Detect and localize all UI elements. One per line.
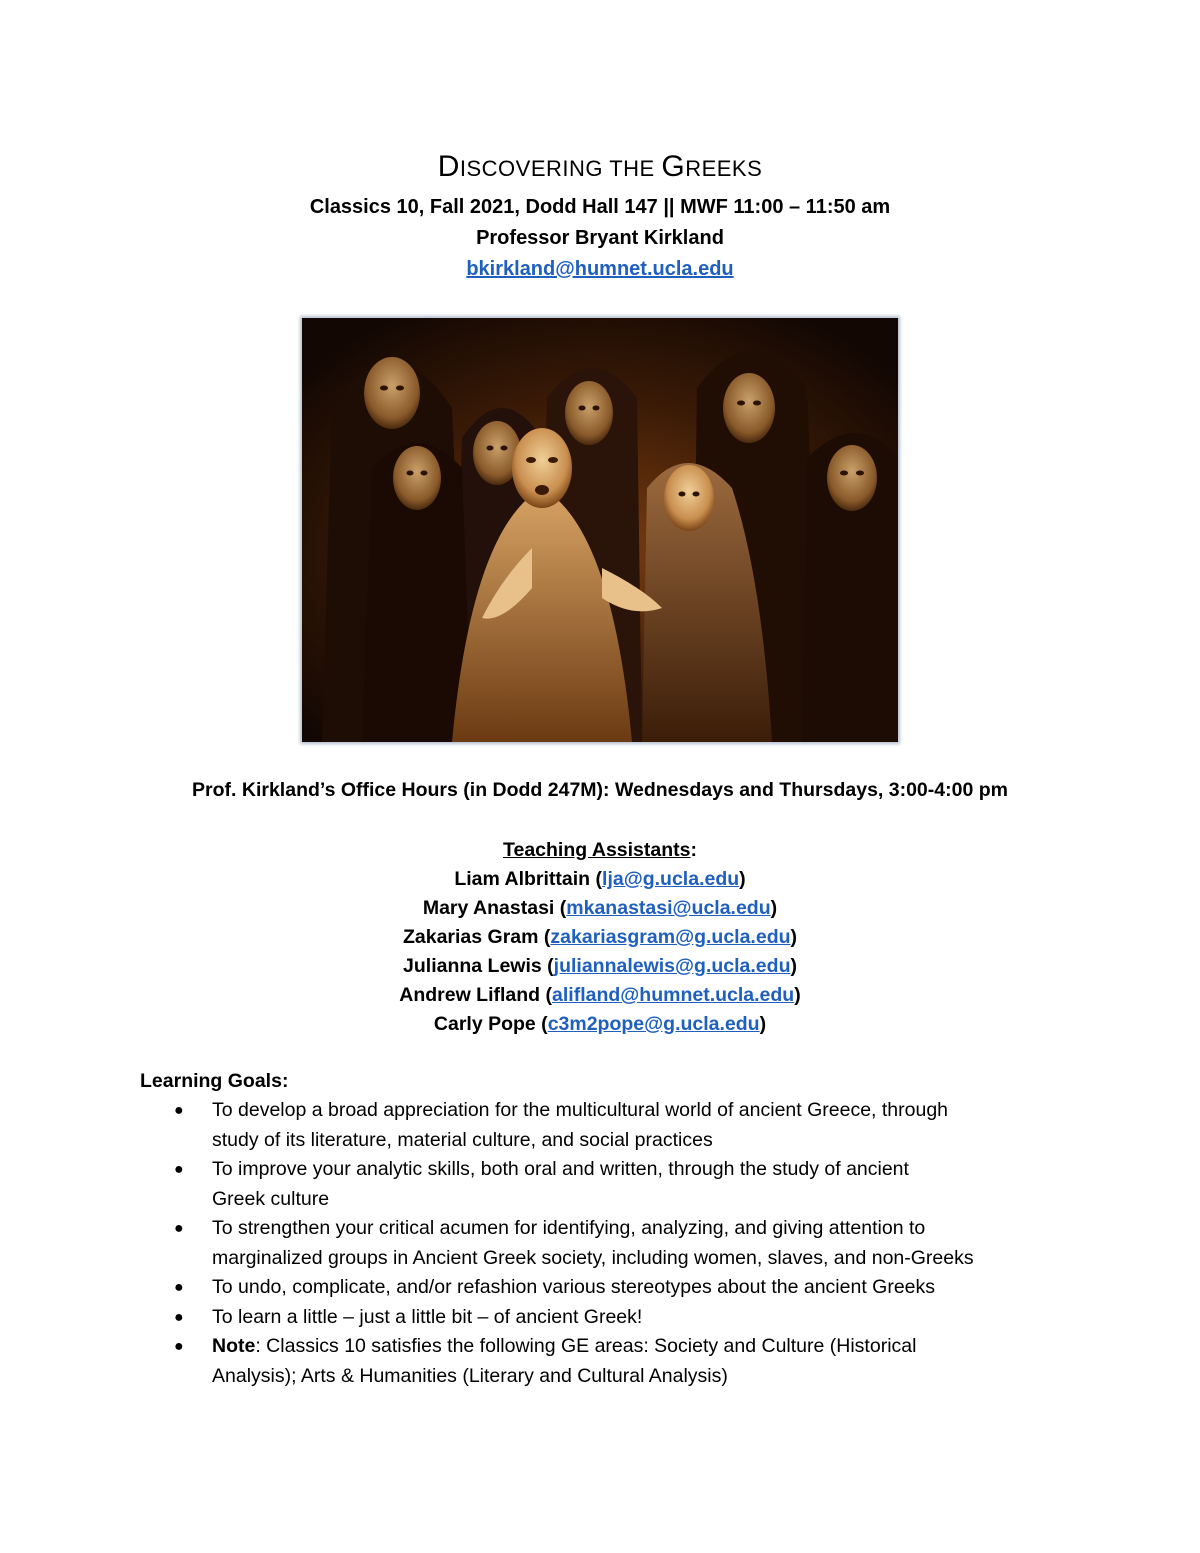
ta-row: Mary Anastasi (mkanastasi@ucla.edu) [422,897,778,919]
page-title: DISCOVERING THE GREEKS [437,150,763,183]
bullet-icon: ● [174,1220,184,1237]
bullet-icon: ● [174,1279,184,1296]
learning-goals-list [140,1096,1080,1391]
ta-row: Zakarias Gram (zakariasgram@g.ucla.edu) [402,926,798,948]
professor-email-link[interactable]: bkirkland@humnet.ucla.edu [466,258,734,280]
professor-name: Professor Bryant Kirkland [476,227,724,249]
ta-row: Julianna Lewis (juliannalewis@g.ucla.edu) [403,955,797,977]
bullet-icon: ● [174,1161,184,1178]
professor-email-line [0,258,1200,281]
list-item: ● To undo, complicate, and/or refashion various stereotypes about the ancient Greeks [140,1273,1080,1303]
ta-email-link[interactable]: lja@g.ucla.edu [602,868,740,890]
ta-row: Carly Pope (c3m2pope@g.ucla.edu) [433,1013,767,1035]
learning-goals [140,1067,1080,1391]
list-item: ● To learn a little – just a little bit – of ancient Greek! [140,1303,1080,1333]
ta-heading-line: Teaching Assistants: [503,839,697,861]
ta-email-link[interactable]: juliannalewis@g.ucla.edu [553,955,791,977]
ta-row: Andrew Lifland (alifland@humnet.ucla.edu) [399,984,801,1006]
ta-heading: Teaching Assistants [503,839,691,861]
list-item: ● Note: Classics 10 satisfies the following GE areas: Society and Culture (Historical Analysis); Arts & Humanities (Literary and Cultural Analysis) [140,1332,1080,1391]
list-item: ● To strengthen your critical acumen for identifying, analyzing, and giving attention to marginalized groups in Ancient Greek society, including women, slaves, and non-Greeks [140,1214,1080,1273]
chorus-photo [302,318,898,742]
ta-email-link[interactable]: alifland@humnet.ucla.edu [552,984,795,1006]
bullet-icon: ● [174,1308,184,1326]
list-item: ● To improve your analytic skills, both oral and written, through the study of ancient Greek culture [140,1155,1080,1214]
teaching-assistants [0,836,1200,1039]
note-label: Note [212,1335,256,1357]
office-hours: Prof. Kirkland’s Office Hours (in Dodd 247M): Wednesdays and Thursdays, 3:00-4:00 pm [192,779,1008,801]
ta-row: Liam Albrittain (lja@g.ucla.edu) [454,868,746,890]
learning-goals-heading: Learning Goals: [140,1070,289,1092]
list-item: ● To develop a broad appreciation for the multicultural world of ancient Greece, through study of its literature, material culture, and social practices [140,1096,1080,1155]
course-info: Classics 10, Fall 2021, Dodd Hall 147 || MWF 11:00 – 11:50 am [309,196,891,218]
ta-email-link[interactable]: mkanastasi@ucla.edu [566,897,771,919]
bullet-icon: ● [174,1338,184,1355]
chorus-photo-icon [302,318,898,742]
bullet-icon: ● [174,1102,184,1119]
ta-email-link[interactable]: c3m2pope@g.ucla.edu [547,1013,760,1035]
ta-email-link[interactable]: zakariasgram@g.ucla.edu [550,926,791,948]
